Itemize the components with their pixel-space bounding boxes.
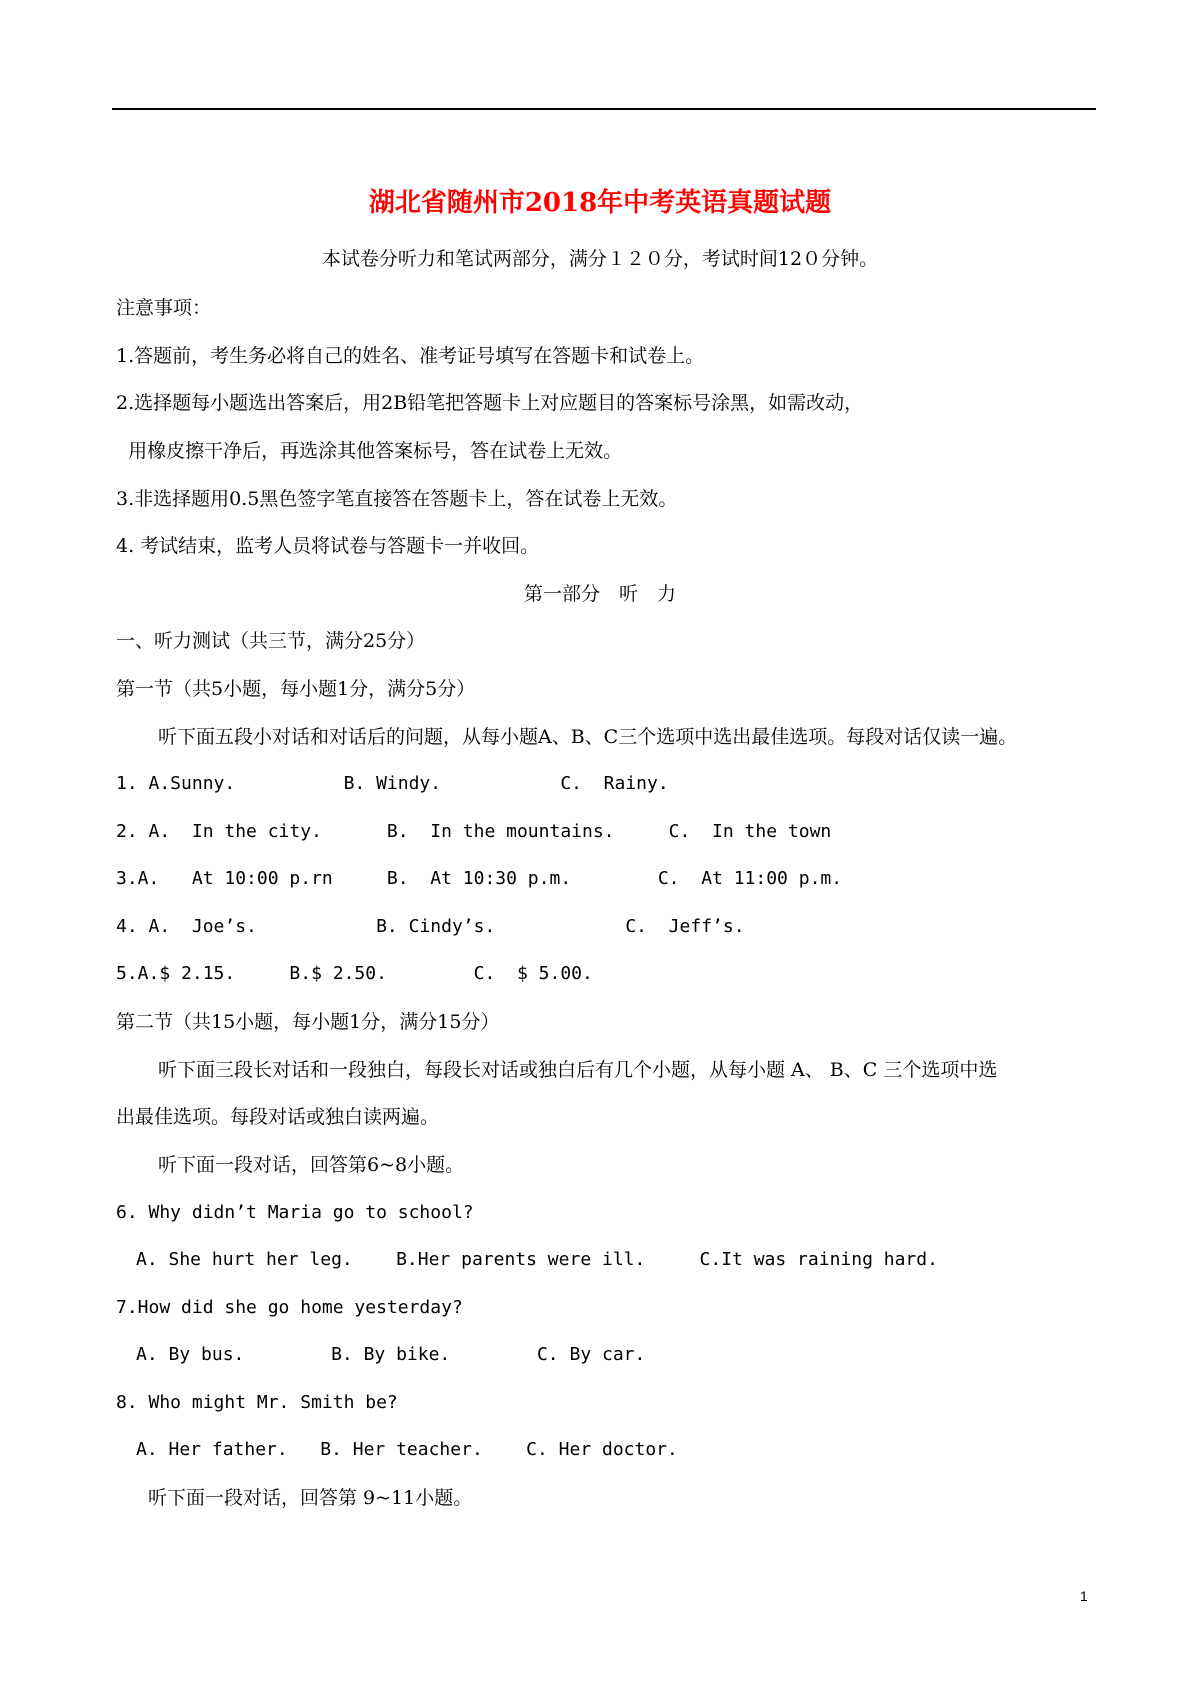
question-text: 6. Why didn’t Maria go to school? — [116, 1202, 474, 1223]
question-text: 7.How did she go home yesterday? — [116, 1297, 463, 1318]
question-options: A. By bus. B. By bike. C. By car. — [136, 1344, 646, 1365]
intro-text: 本试卷分听力和笔试两部分，满分１２０分，考试时间12０分钟。 — [321, 248, 879, 270]
notice-item: 3.非选择题用0.5黑色签字笔直接答在答题卡上，答在试卷上无效。 — [116, 488, 678, 510]
notice-item: 用橡皮擦干净后，再选涂其他答案标号，答在试卷上无效。 — [116, 440, 623, 462]
question-item: 5.A.$ 2.15. B.$ 2.50. C. $ 5.00. — [116, 963, 593, 984]
question-item: 1. A.Sunny. B. Windy. C. Rainy. — [116, 773, 669, 794]
listen-instruction-9-11: 听下面一段对话，回答第 9~11小题。 — [148, 1487, 473, 1509]
section-header: 一、听力测试（共三节，满分25分） — [116, 630, 426, 652]
notice-item: 1.答题前，考生务必将自己的姓名、准考证号填写在答题卡和试卷上。 — [116, 345, 705, 367]
question-options: A. She hurt her leg. B.Her parents were ill. C.It was raining hard. — [136, 1249, 938, 1270]
section-2-instruction: 听下面三段长对话和一段独白，每段长对话或独白后有几个小题，从每小题 A、 B、C 三个选项中选 — [158, 1059, 998, 1081]
question-item: 4. A. Joe’s. B. Cindy’s. C. Jeff’s. — [116, 916, 745, 937]
part-title: 第一部分 听 力 — [523, 583, 676, 605]
document-title: 湖北省随州市2018年中考英语真题试题 — [368, 188, 832, 218]
section-2-header: 第二节（共15小题，每小题1分，满分15分） — [116, 1011, 500, 1033]
notice-item: 2.选择题每小题选出答案后，用2B铅笔把答题卡上对应题目的答案标号涂黑，如需改动， — [116, 392, 864, 414]
question-item: 3.A. At 10:00 p.rn B. At 10:30 p.m. C. At 11:00 p.m. — [116, 868, 843, 889]
question-options: A. Her father. B. Her teacher. C. Her doctor. — [136, 1439, 678, 1460]
header-rule — [112, 108, 1096, 110]
notice-item: 4. 考试结束，监考人员将试卷与答题卡一并收回。 — [116, 535, 540, 557]
listen-instruction-6-8: 听下面一段对话，回答第6~8小题。 — [158, 1154, 465, 1176]
section-1-instruction: 听下面五段小对话和对话后的问题，从每小题A、B、C三个选项中选出最佳选项。每段对话仅读一遍。 — [158, 726, 1018, 748]
section-2-instruction-cont: 出最佳选项。每段对话或独白读两遍。 — [116, 1106, 440, 1128]
page-number: 1 — [1080, 1588, 1088, 1604]
question-text: 8. Who might Mr. Smith be? — [116, 1392, 398, 1413]
notice-header: 注意事项： — [116, 297, 212, 319]
question-item: 2. A. In the city. B. In the mountains. C. In the town — [116, 821, 832, 842]
section-1-header: 第一节（共5小题，每小题1分，满分5分） — [116, 678, 476, 700]
